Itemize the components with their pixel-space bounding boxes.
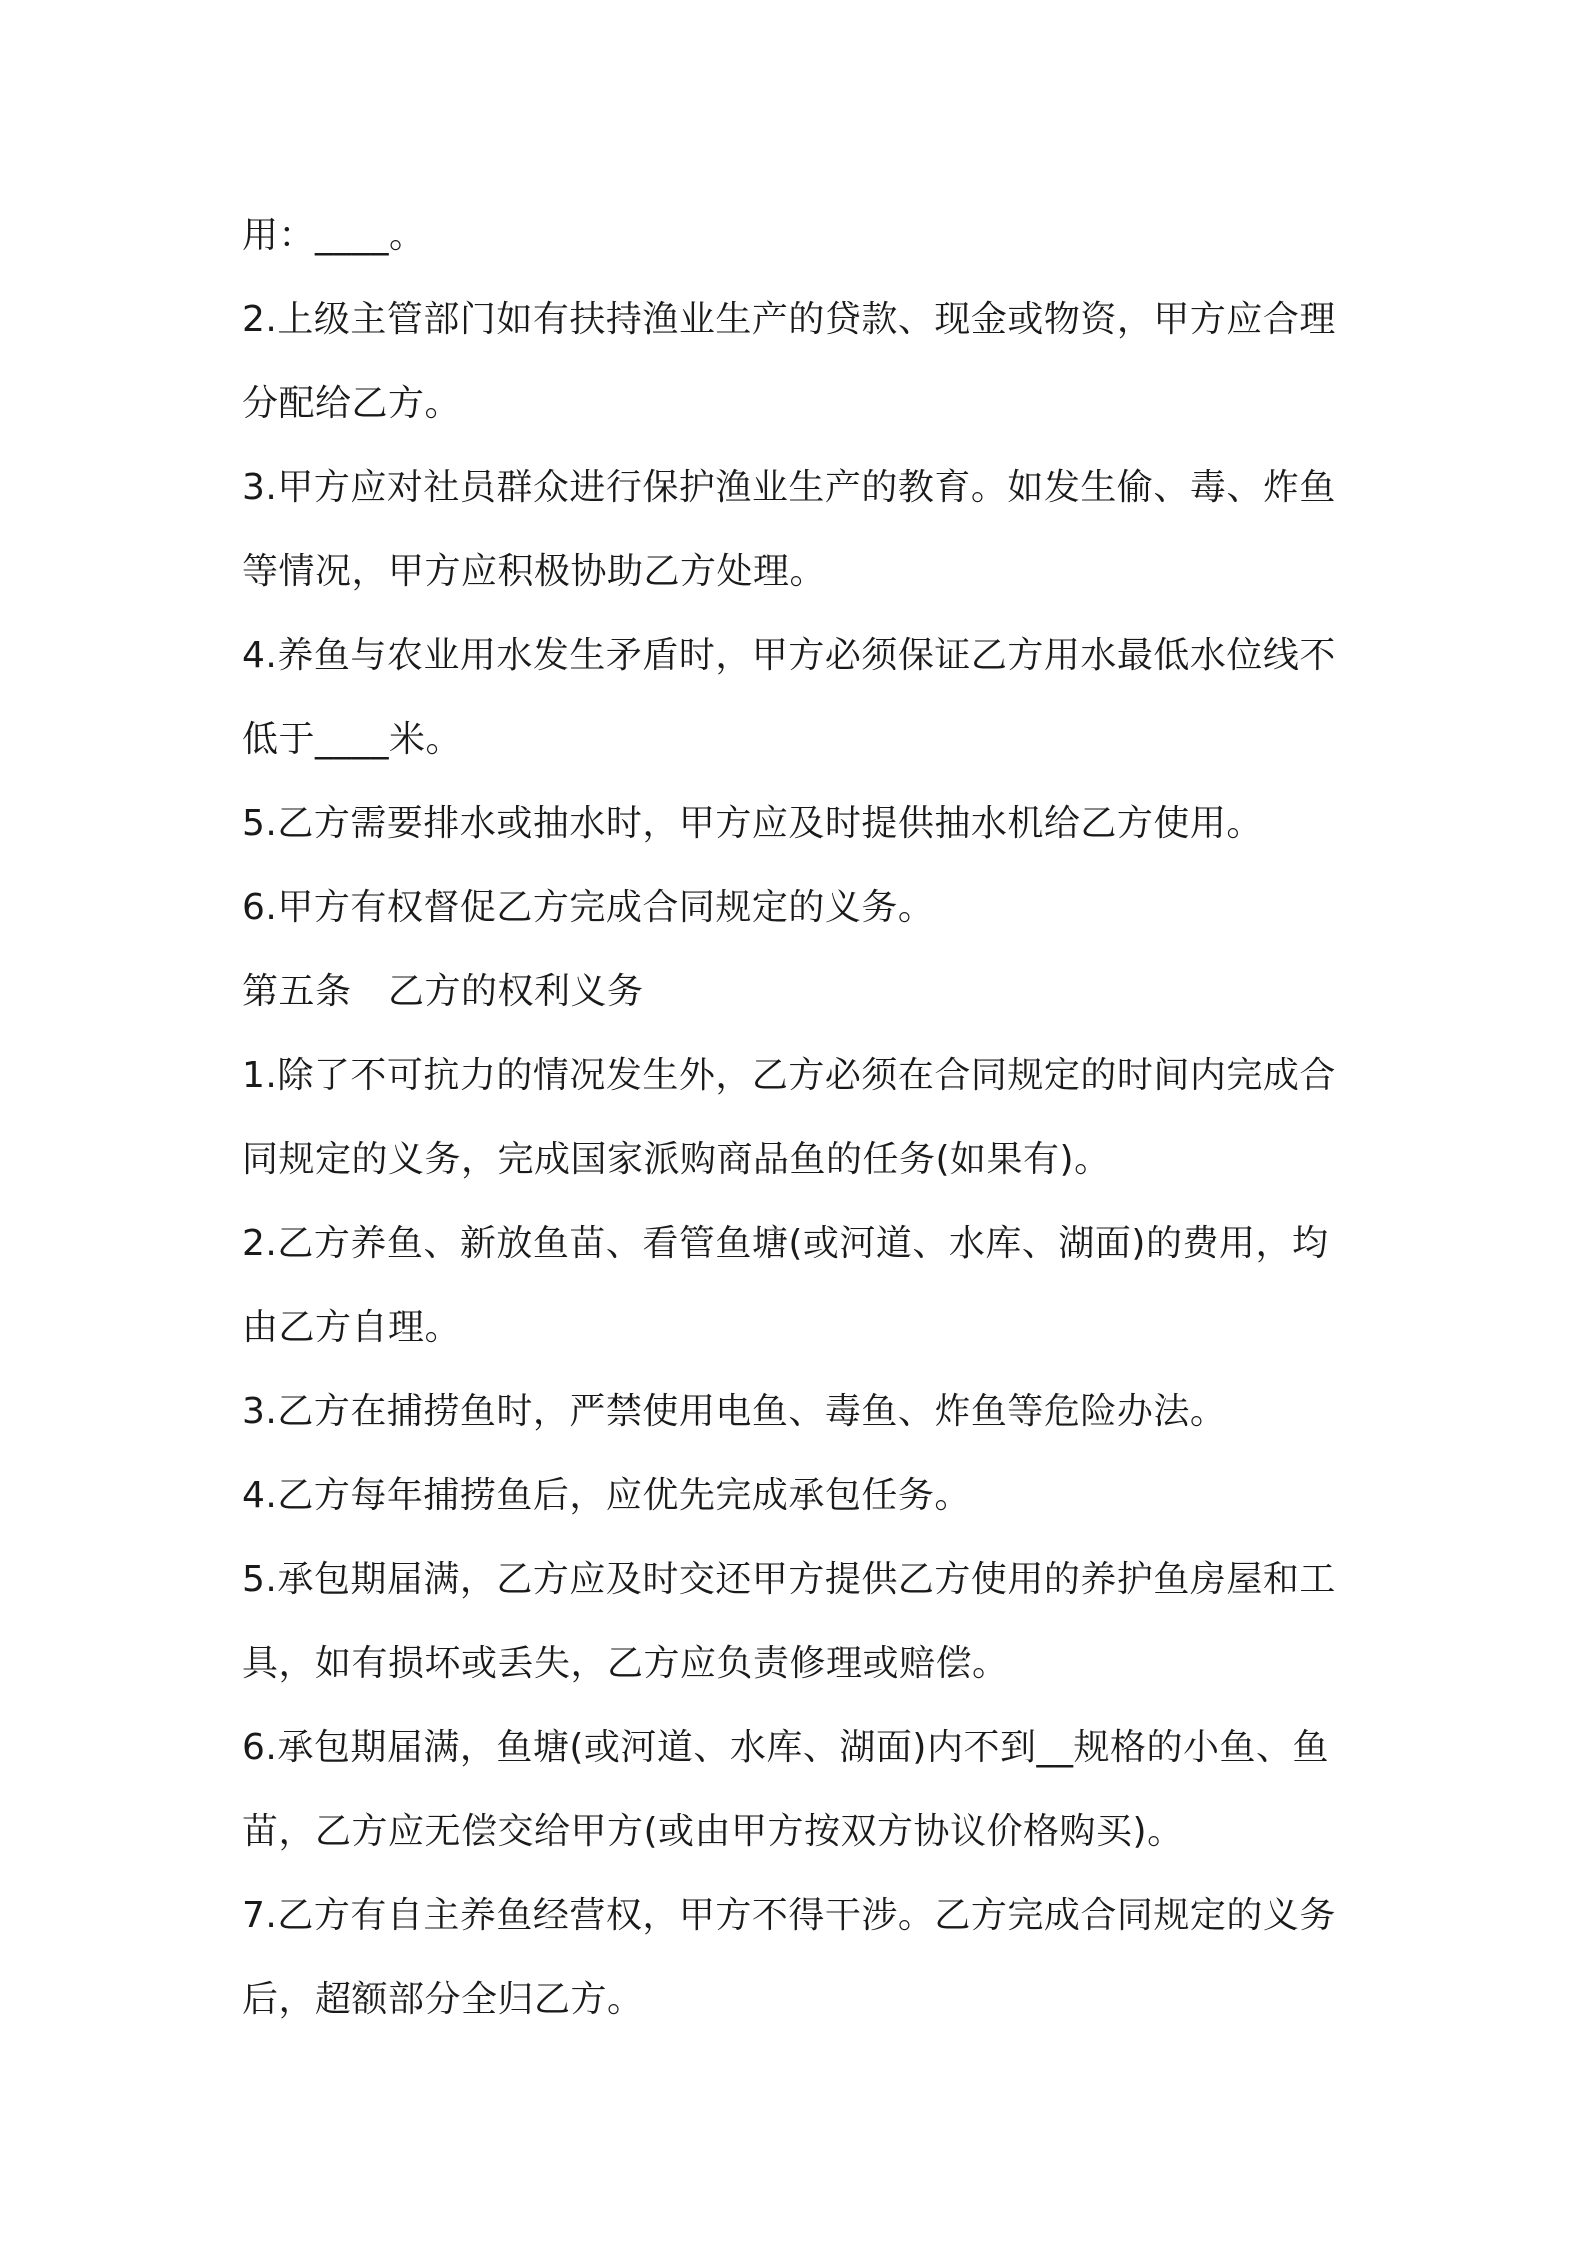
- text-line: 同规定的义务，完成国家派购商品鱼的任务(如果有)。: [242, 1139, 1111, 1180]
- text-line: 6.承包期届满，鱼塘(或河道、水库、湖面)内不到__规格的小鱼、鱼: [242, 1727, 1329, 1768]
- text-line: 后，超额部分全归乙方。: [242, 1979, 644, 2020]
- text-line: 具，如有损坏或丢失，乙方应负责修理或赔偿。: [242, 1643, 1009, 1684]
- text-line: 由乙方自理。: [242, 1307, 462, 1348]
- text-line: 4.乙方每年捕捞鱼后，应优先完成承包任务。: [242, 1475, 971, 1516]
- text-line: 5.承包期届满，乙方应及时交还甲方提供乙方使用的养护鱼房屋和工: [242, 1559, 1336, 1600]
- text-line: 6.甲方有权督促乙方完成合同规定的义务。: [242, 887, 935, 928]
- text-line: 2.乙方养鱼、新放鱼苗、看管鱼塘(或河道、水库、湖面)的费用，均: [242, 1223, 1329, 1264]
- text-line: 低于____米。: [242, 719, 463, 760]
- text-line: 4.养鱼与农业用水发生矛盾时，甲方必须保证乙方用水最低水位线不: [242, 635, 1336, 676]
- text-line: 3.乙方在捕捞鱼时，严禁使用电鱼、毒鱼、炸鱼等危险办法。: [242, 1391, 1227, 1432]
- text-line: 等情况，甲方应积极协助乙方处理。: [242, 551, 827, 592]
- section-heading: 第五条 乙方的权利义务: [242, 971, 644, 1012]
- text-line: 苗，乙方应无偿交给甲方(或由甲方按双方协议价格购买)。: [242, 1811, 1184, 1852]
- document-body: [242, 194, 1362, 2042]
- text-line: 5.乙方需要排水或抽水时，甲方应及时提供抽水机给乙方使用。: [242, 803, 1263, 844]
- text-line: 用：____。: [242, 215, 426, 256]
- text-line: 2.上级主管部门如有扶持渔业生产的贷款、现金或物资，甲方应合理: [242, 299, 1336, 340]
- text-line: 7.乙方有自主养鱼经营权，甲方不得干涉。乙方完成合同规定的义务: [242, 1895, 1336, 1936]
- text-line: 分配给乙方。: [242, 383, 462, 424]
- text-line: 1.除了不可抗力的情况发生外，乙方必须在合同规定的时间内完成合: [242, 1055, 1336, 1096]
- text-line: 3.甲方应对社员群众进行保护渔业生产的教育。如发生偷、毒、炸鱼: [242, 467, 1336, 508]
